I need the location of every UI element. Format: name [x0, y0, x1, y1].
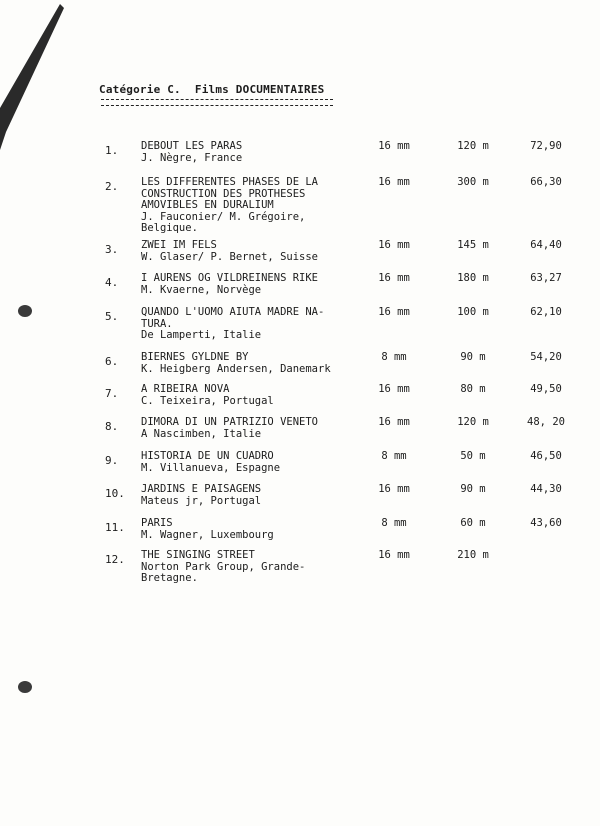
entry-description: [141, 307, 366, 342]
film-length: 300 m: [457, 176, 489, 188]
entry-number: 12.: [105, 553, 125, 566]
film-score: 62,10: [530, 306, 562, 318]
film-title: JARDINS E PAISAGENS: [141, 483, 262, 495]
entry-number: 10.: [105, 487, 125, 500]
film-length: 120 m: [457, 416, 489, 428]
film-score: 49,50: [530, 383, 562, 395]
film-title: DEBOUT LES PARAS: [141, 140, 243, 152]
film-credit-line: M. Kvaerne, Norvège: [141, 283, 262, 296]
entry-number: 7.: [105, 387, 119, 400]
entry-number: 5.: [105, 310, 119, 323]
entry-description: [141, 240, 366, 263]
entry-number: 1.: [105, 144, 119, 157]
entry-description: [141, 518, 366, 541]
film-title: HISTORIA DE UN CUADRO: [141, 450, 274, 462]
category-title: Films DOCUMENTAIRES: [194, 83, 325, 96]
category-label: Catégorie C.: [99, 83, 181, 96]
film-title: A RIBEIRA NOVA: [141, 383, 230, 395]
film-format: 8 mm: [381, 517, 407, 529]
entry-description: [141, 417, 366, 440]
entry-number: 8.: [105, 420, 119, 433]
film-title: QUANDO L'UOMO AIUTA MADRE NA-: [141, 306, 325, 318]
entry-description: [141, 352, 366, 375]
film-credit-line: J. Fauconier/ M. Grégoire,: [141, 210, 306, 223]
film-title: PARIS: [141, 517, 173, 529]
film-score: 66,30: [530, 176, 562, 188]
film-format: 16 mm: [378, 383, 410, 395]
film-score: 43,60: [530, 517, 562, 529]
film-credit-line: Bretagne.: [141, 572, 198, 584]
film-format: 16 mm: [378, 140, 410, 152]
entry-description: [141, 451, 366, 474]
film-score: 44,30: [530, 483, 562, 495]
film-credit-line: K. Heigberg Andersen, Danemark: [141, 362, 331, 375]
film-length: 90 m: [460, 483, 486, 495]
film-credit-line: Norton Park Group, Grande-: [141, 560, 306, 573]
entry-description: [141, 177, 366, 235]
entry-description: [141, 550, 366, 585]
film-format: 16 mm: [378, 306, 410, 318]
film-credit-line: CONSTRUCTION DES PROTHESES: [141, 187, 306, 200]
film-title: THE SINGING STREET: [141, 549, 255, 561]
film-credit-line: M. Villanueva, Espagne: [141, 461, 281, 474]
film-format: 16 mm: [378, 239, 410, 251]
entry-description: [141, 273, 366, 296]
film-format: 16 mm: [378, 483, 410, 495]
film-title: BIERNES GYLDNE BY: [141, 351, 249, 363]
film-credit-line: J. Nègre, France: [141, 151, 243, 164]
film-credit-line: M. Wagner, Luxembourg: [141, 528, 274, 541]
film-credit-line: A Nascimben, Italie: [141, 427, 262, 440]
film-title: ZWEI IM FELS: [141, 239, 217, 251]
film-score: 63,27: [530, 272, 562, 284]
entry-description: [141, 384, 366, 407]
film-credit-line: C. Teixeira, Portugal: [141, 394, 274, 407]
entry-description: [141, 141, 366, 164]
film-score: 72,90: [530, 140, 562, 152]
entry-number: 6.: [105, 355, 119, 368]
film-score: 54,20: [530, 351, 562, 363]
film-title: DIMORA DI UN PATRIZIO VENETO: [141, 416, 319, 428]
film-credit-line: Belgique.: [141, 222, 198, 234]
entry-number: 4.: [105, 276, 119, 289]
film-length: 100 m: [457, 306, 489, 318]
film-format: 16 mm: [378, 416, 410, 428]
film-length: 60 m: [460, 517, 486, 529]
film-length: 90 m: [460, 351, 486, 363]
film-score: 48, 20: [527, 416, 565, 428]
film-title: LES DIFFERENTES PHASES DE LA: [141, 176, 319, 188]
film-format: 8 mm: [381, 351, 407, 363]
film-format: 16 mm: [378, 176, 410, 188]
film-format: 16 mm: [378, 549, 410, 561]
film-format: 8 mm: [381, 450, 407, 462]
entry-description: [141, 484, 366, 507]
film-credit-line: AMOVIBLES EN DURALIUM: [141, 199, 274, 211]
film-length: 145 m: [457, 239, 489, 251]
film-credit-line: Mateus jr, Portugal: [141, 494, 262, 507]
film-credit-line: TURA.: [141, 317, 173, 330]
film-score: 64,40: [530, 239, 562, 251]
film-credit-line: De Lamperti, Italie: [141, 329, 262, 341]
entry-number: 11.: [105, 521, 125, 534]
film-length: 180 m: [457, 272, 489, 284]
film-length: 50 m: [460, 450, 486, 462]
film-score: 46,50: [530, 450, 562, 462]
entry-number: 3.: [105, 243, 119, 256]
film-format: 16 mm: [378, 272, 410, 284]
film-length: 210 m: [457, 549, 489, 561]
film-length: 80 m: [460, 383, 486, 395]
entry-number: 9.: [105, 454, 119, 467]
entry-number: 2.: [105, 180, 119, 193]
film-credit-line: W. Glaser/ P. Bernet, Suisse: [141, 250, 319, 263]
film-title: I AURENS OG VILDREINENS RIKE: [141, 272, 319, 284]
film-length: 120 m: [457, 140, 489, 152]
